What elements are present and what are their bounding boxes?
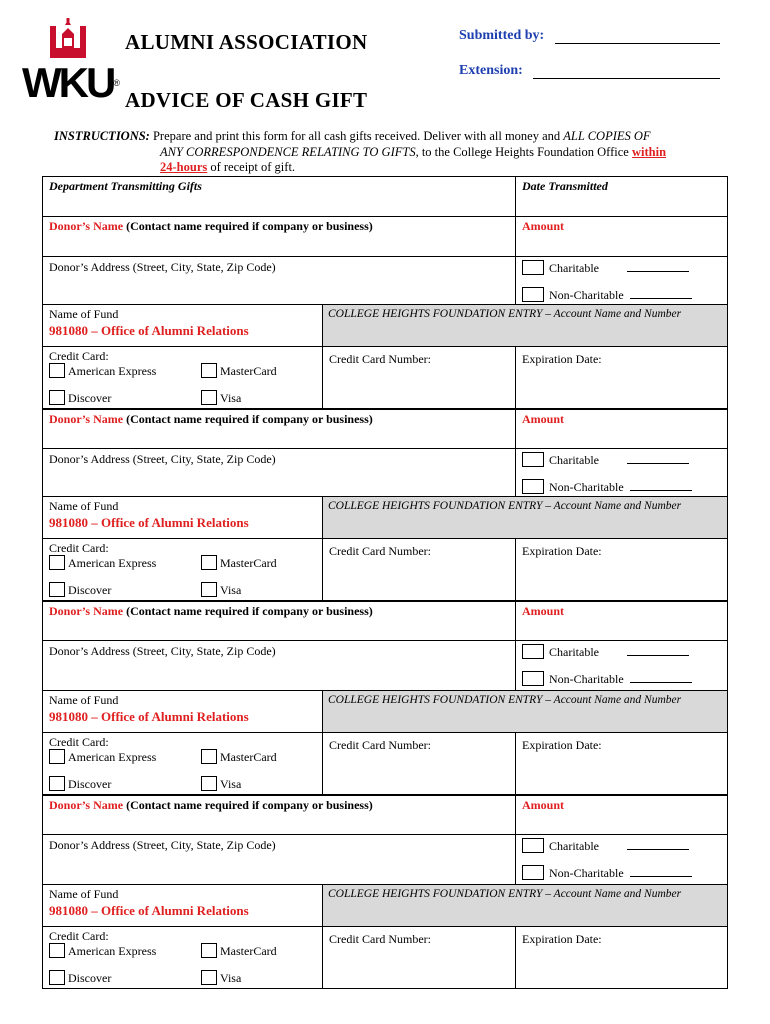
fund-row (43, 497, 728, 539)
donor-name-cell[interactable] (43, 795, 516, 835)
credit-card-cell (43, 733, 323, 795)
visa-label: Visa (220, 583, 242, 597)
instructions-text-2: , to the College Heights Foundation Office (415, 144, 632, 159)
amount-cell[interactable] (516, 795, 728, 835)
fund-row (43, 305, 728, 347)
fund-name: 981080 – Office of Alumni Relations (49, 709, 249, 724)
donor-name-cell[interactable] (43, 217, 516, 257)
credit-card-row (43, 733, 728, 795)
expiration-cell[interactable] (516, 733, 728, 795)
donor-name-row (43, 409, 728, 449)
fund-label: Name of Fund (49, 887, 119, 901)
expiration-label: Expiration Date: (522, 352, 602, 366)
amount-cell[interactable] (516, 409, 728, 449)
amex-label: American Express (68, 364, 157, 378)
non-charitable-label: Non-Charitable (549, 672, 624, 686)
address-cell[interactable] (43, 257, 516, 305)
charitable-label: Charitable (549, 839, 599, 853)
extension-label: Extension: (459, 63, 523, 78)
fund-label: Name of Fund (49, 693, 119, 707)
instructions-text: Prepare and print this form for all cash gifts received. Deliver with all money and (149, 129, 564, 143)
address-cell[interactable] (43, 641, 516, 691)
donor-name-cell[interactable] (43, 601, 516, 641)
charity-cell (516, 257, 728, 305)
charitable-label: Charitable (549, 645, 599, 659)
wku-logo: WKU® (22, 59, 120, 106)
credit-card-row (43, 347, 728, 409)
charity-cell (516, 641, 728, 691)
discover-label: Discover (68, 391, 112, 405)
cc-number-cell[interactable] (323, 927, 516, 989)
donor-name-note: (Contact name required if company or business) (123, 603, 373, 618)
credit-card-cell (43, 539, 323, 601)
donor-name-cell[interactable] (43, 409, 516, 449)
chf-entry-cell[interactable] (323, 497, 728, 539)
page-title: ALUMNI ASSOCIATION (125, 30, 368, 54)
charitable-blank[interactable] (627, 655, 689, 656)
charitable-blank[interactable] (627, 463, 689, 464)
charitable-checkbox[interactable] (522, 260, 544, 275)
fund-cell (43, 885, 323, 927)
donor-name-note: (Contact name required if company or business) (123, 797, 373, 812)
address-label: Donor’s Address (Street, City, State, Zip Code) (49, 452, 276, 466)
non-charitable-checkbox[interactable] (522, 865, 544, 880)
cc-number-label: Credit Card Number: (329, 352, 431, 366)
fund-cell (43, 497, 323, 539)
date-transmitted-cell[interactable] (516, 177, 728, 217)
form-title: ADVICE OF CASH GIFT (125, 88, 368, 112)
charitable-checkbox[interactable] (522, 644, 544, 659)
cc-number-label: Credit Card Number: (329, 932, 431, 946)
address-cell[interactable] (43, 835, 516, 885)
credit-card-label: Credit Card: (49, 541, 109, 555)
chf-entry-label: COLLEGE HEIGHTS FOUNDATION ENTRY – Account Name and Number (328, 308, 682, 320)
visa-checkbox[interactable] (201, 390, 217, 405)
amex-checkbox[interactable] (49, 943, 65, 958)
charitable-label: Charitable (549, 453, 599, 467)
fund-label: Name of Fund (49, 307, 119, 321)
non-charitable-label: Non-Charitable (549, 480, 624, 494)
fund-name: 981080 – Office of Alumni Relations (49, 903, 249, 918)
donor-name-note: (Contact name required if company or business) (123, 411, 373, 426)
discover-checkbox[interactable] (49, 970, 65, 985)
wku-cupola-logo-icon (48, 18, 88, 60)
address-row (43, 641, 728, 691)
expiration-cell[interactable] (516, 539, 728, 601)
non-charitable-checkbox[interactable] (522, 479, 544, 494)
visa-checkbox[interactable] (201, 970, 217, 985)
amex-label: American Express (68, 944, 157, 958)
discover-label: Discover (68, 583, 112, 597)
chf-entry-label: COLLEGE HEIGHTS FOUNDATION ENTRY – Account Name and Number (328, 500, 682, 512)
deadline-hours: 24-hours (160, 160, 208, 174)
mastercard-checkbox[interactable] (201, 749, 217, 764)
credit-card-row (43, 927, 728, 989)
cc-number-cell[interactable] (323, 539, 516, 601)
charitable-blank[interactable] (627, 849, 689, 850)
date-label: Date Transmitted (522, 179, 608, 193)
donor-name-label: Donor’s Name (49, 603, 124, 618)
submitted-by-label: Submitted by: (459, 28, 545, 43)
fund-label: Name of Fund (49, 499, 119, 513)
amount-label: Amount (522, 411, 565, 426)
amex-checkbox[interactable] (49, 555, 65, 570)
amex-label: American Express (68, 750, 157, 764)
amount-label: Amount (522, 797, 565, 812)
visa-checkbox[interactable] (201, 582, 217, 597)
cc-number-label: Credit Card Number: (329, 738, 431, 752)
visa-label: Visa (220, 391, 242, 405)
donor-name-row (43, 601, 728, 641)
fund-name: 981080 – Office of Alumni Relations (49, 323, 249, 338)
instructions (54, 129, 714, 176)
non-charitable-checkbox[interactable] (522, 287, 544, 302)
instructions-emphasis: ALL COPIES OF (563, 129, 651, 143)
credit-card-label: Credit Card: (49, 349, 109, 363)
chf-entry-label: COLLEGE HEIGHTS FOUNDATION ENTRY – Account Name and Number (328, 888, 682, 900)
mastercard-checkbox[interactable] (201, 555, 217, 570)
expiration-label: Expiration Date: (522, 932, 602, 946)
address-label: Donor’s Address (Street, City, State, Zip Code) (49, 644, 276, 658)
non-charitable-blank[interactable] (630, 298, 692, 299)
gift-form-table (42, 176, 728, 989)
fund-name: 981080 – Office of Alumni Relations (49, 515, 249, 530)
charitable-checkbox[interactable] (522, 452, 544, 467)
credit-card-label: Credit Card: (49, 929, 109, 943)
instructions-lead: INSTRUCTIONS: (54, 129, 150, 143)
credit-card-label: Credit Card: (49, 735, 109, 749)
header-row (43, 177, 728, 217)
expiration-cell[interactable] (516, 347, 728, 409)
amex-label: American Express (68, 556, 157, 570)
expiration-label: Expiration Date: (522, 544, 602, 558)
non-charitable-blank[interactable] (630, 682, 692, 683)
dept-transmitting-cell[interactable] (43, 177, 516, 217)
non-charitable-checkbox[interactable] (522, 671, 544, 686)
non-charitable-blank[interactable] (630, 876, 692, 877)
visa-label: Visa (220, 971, 242, 985)
mastercard-checkbox[interactable] (201, 943, 217, 958)
address-label: Donor’s Address (Street, City, State, Zip Code) (49, 838, 276, 852)
cc-number-cell[interactable] (323, 347, 516, 409)
discover-label: Discover (68, 777, 112, 791)
expiration-cell[interactable] (516, 927, 728, 989)
donor-name-row (43, 795, 728, 835)
donor-name-label: Donor’s Name (49, 797, 124, 812)
amex-checkbox[interactable] (49, 749, 65, 764)
mastercard-label: MasterCard (220, 364, 277, 378)
credit-card-cell (43, 347, 323, 409)
amount-label: Amount (522, 603, 565, 618)
non-charitable-label: Non-Charitable (549, 288, 624, 302)
address-row (43, 835, 728, 885)
chf-entry-cell[interactable] (323, 885, 728, 927)
charity-cell (516, 835, 728, 885)
credit-card-cell (43, 927, 323, 989)
charity-cell (516, 449, 728, 497)
discover-checkbox[interactable] (49, 776, 65, 791)
charitable-checkbox[interactable] (522, 838, 544, 853)
cc-number-label: Credit Card Number: (329, 544, 431, 558)
discover-checkbox[interactable] (49, 582, 65, 597)
fund-row (43, 885, 728, 927)
non-charitable-label: Non-Charitable (549, 866, 624, 880)
chf-entry-cell[interactable] (323, 305, 728, 347)
deadline-text: within (631, 144, 667, 159)
instructions-text-3: of receipt of gift. (207, 160, 296, 174)
mastercard-label: MasterCard (220, 750, 277, 764)
fund-cell (43, 691, 323, 733)
credit-card-row (43, 539, 728, 601)
donor-name-label: Donor’s Name (49, 411, 124, 426)
donor-name-row (43, 217, 728, 257)
donor-name-label: Donor’s Name (49, 219, 124, 233)
discover-checkbox[interactable] (49, 390, 65, 405)
charitable-blank[interactable] (627, 271, 689, 272)
registered-mark: ® (113, 78, 120, 88)
discover-label: Discover (68, 971, 112, 985)
instructions-emphasis-2: ANY CORRESPONDENCE RELATING TO GIFTS (160, 144, 416, 159)
donor-name-note: (Contact name required if company or business) (123, 219, 373, 233)
non-charitable-blank[interactable] (630, 490, 692, 491)
chf-entry-cell[interactable] (323, 691, 728, 733)
visa-label: Visa (220, 777, 242, 791)
address-cell[interactable] (43, 449, 516, 497)
address-row (43, 257, 728, 305)
fund-cell (43, 305, 323, 347)
expiration-label: Expiration Date: (522, 738, 602, 752)
address-label: Donor’s Address (Street, City, State, Zip Code) (49, 260, 276, 274)
amount-label: Amount (522, 219, 565, 233)
amount-cell[interactable] (516, 217, 728, 257)
mastercard-checkbox[interactable] (201, 363, 217, 378)
chf-entry-label: COLLEGE HEIGHTS FOUNDATION ENTRY – Account Name and Number (328, 694, 682, 706)
visa-checkbox[interactable] (201, 776, 217, 791)
fund-row (43, 691, 728, 733)
charitable-label: Charitable (549, 261, 599, 275)
address-row (43, 449, 728, 497)
mastercard-label: MasterCard (220, 944, 277, 958)
cc-number-cell[interactable] (323, 733, 516, 795)
dept-label: Department Transmitting Gifts (49, 179, 202, 193)
extension-field[interactable] (533, 66, 720, 79)
amex-checkbox[interactable] (49, 363, 65, 378)
submitted-by-field[interactable] (555, 31, 720, 44)
amount-cell[interactable] (516, 601, 728, 641)
mastercard-label: MasterCard (220, 556, 277, 570)
